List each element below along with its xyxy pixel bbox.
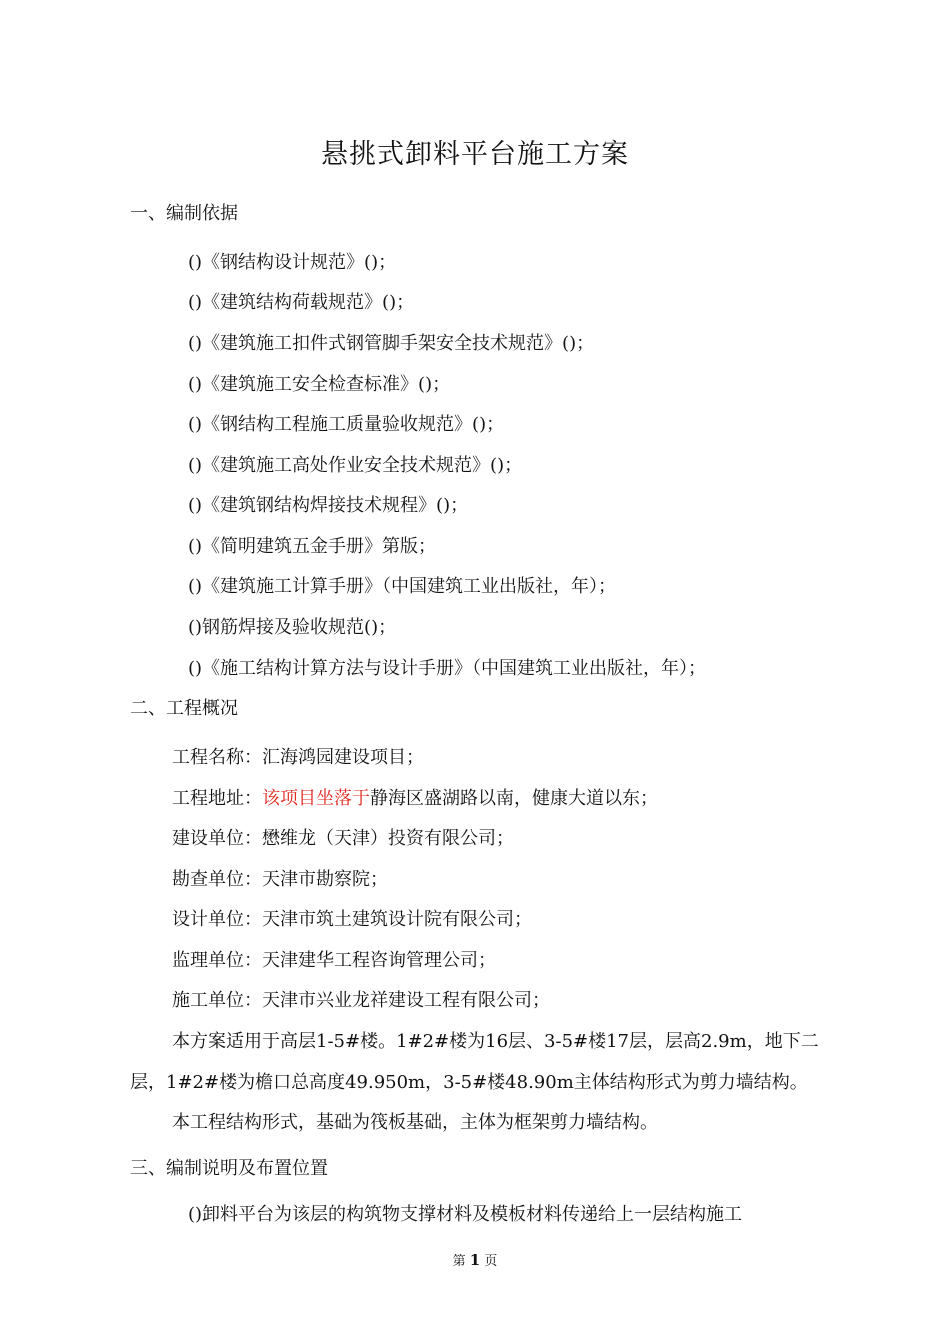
page-number: 1: [469, 1251, 481, 1269]
address-rest: 静海区盛湖路以南，健康大道以东；: [370, 788, 658, 809]
builder-unit: 建设单位：懋维龙（天津）投资有限公司；: [172, 828, 514, 849]
supervision-unit: 监理单位：天津建华工程咨询管理公司；: [172, 950, 496, 971]
basis-item: ()《建筑钢结构焊接技术规程》()；: [188, 495, 469, 516]
construction-unit: 施工单位：天津市兴业龙祥建设工程有限公司；: [172, 990, 550, 1011]
page-footer: [0, 1250, 950, 1269]
basis-item: ()钢筋焊接及验收规范()；: [188, 617, 397, 638]
address-label: 工程地址：: [172, 788, 262, 809]
address-highlight: 该项目坐落于: [262, 788, 370, 809]
basis-item: ()《建筑施工计算手册》（中国建筑工业出版社，年）；: [188, 576, 617, 597]
basis-item: ()《建筑施工扣件式钢管脚手架安全技术规范》()；: [188, 333, 595, 354]
basis-item: ()《建筑结构荷载规范》()；: [188, 292, 415, 313]
basis-item: ()《建筑施工高处作业安全技术规范》()；: [188, 455, 523, 476]
section-heading-layout: 三、编制说明及布置位置: [130, 1158, 328, 1179]
design-unit: 设计单位：天津市筑土建筑设计院有限公司；: [172, 909, 532, 930]
survey-unit: 勘查单位：天津市勘察院；: [172, 869, 388, 890]
structure-paragraph: 本工程结构形式，基础为筏板基础，主体为框架剪力墙结构。: [172, 1112, 658, 1133]
basis-item: ()《钢结构设计规范》()；: [188, 252, 397, 273]
document-title: 悬挑式卸料平台施工方案: [321, 139, 629, 170]
project-name: 工程名称：汇海鸿园建设项目；: [172, 747, 424, 768]
footer-suffix: 页: [484, 1254, 498, 1269]
basis-item: ()《简明建筑五金手册》第版；: [188, 536, 437, 557]
scope-paragraph-line1: 本方案适用于高层1-5#楼。1#2#楼为16层、3-5#楼17层，层高2.9m，地下二: [172, 1031, 819, 1052]
basis-item: ()《钢结构工程施工质量验收规范》()；: [188, 414, 505, 435]
basis-item: ()《建筑施工安全检查标准》()；: [188, 374, 451, 395]
section-heading-basis: 一、编制依据: [130, 203, 238, 224]
section-heading-overview: 二、工程概况: [130, 698, 238, 719]
scope-paragraph-line2: 层，1#2#楼为檐口总高度49.950m，3-5#楼48.90m主体结构形式为剪力墙结构。: [130, 1072, 808, 1093]
project-address: [172, 784, 658, 810]
footer-prefix: 第: [452, 1254, 466, 1269]
basis-item: ()《施工结构计算方法与设计手册》（中国建筑工业出版社，年）；: [188, 658, 707, 679]
layout-item: ()卸料平台为该层的构筑物支撑材料及模板材料传递给上一层结构施工: [188, 1204, 743, 1225]
